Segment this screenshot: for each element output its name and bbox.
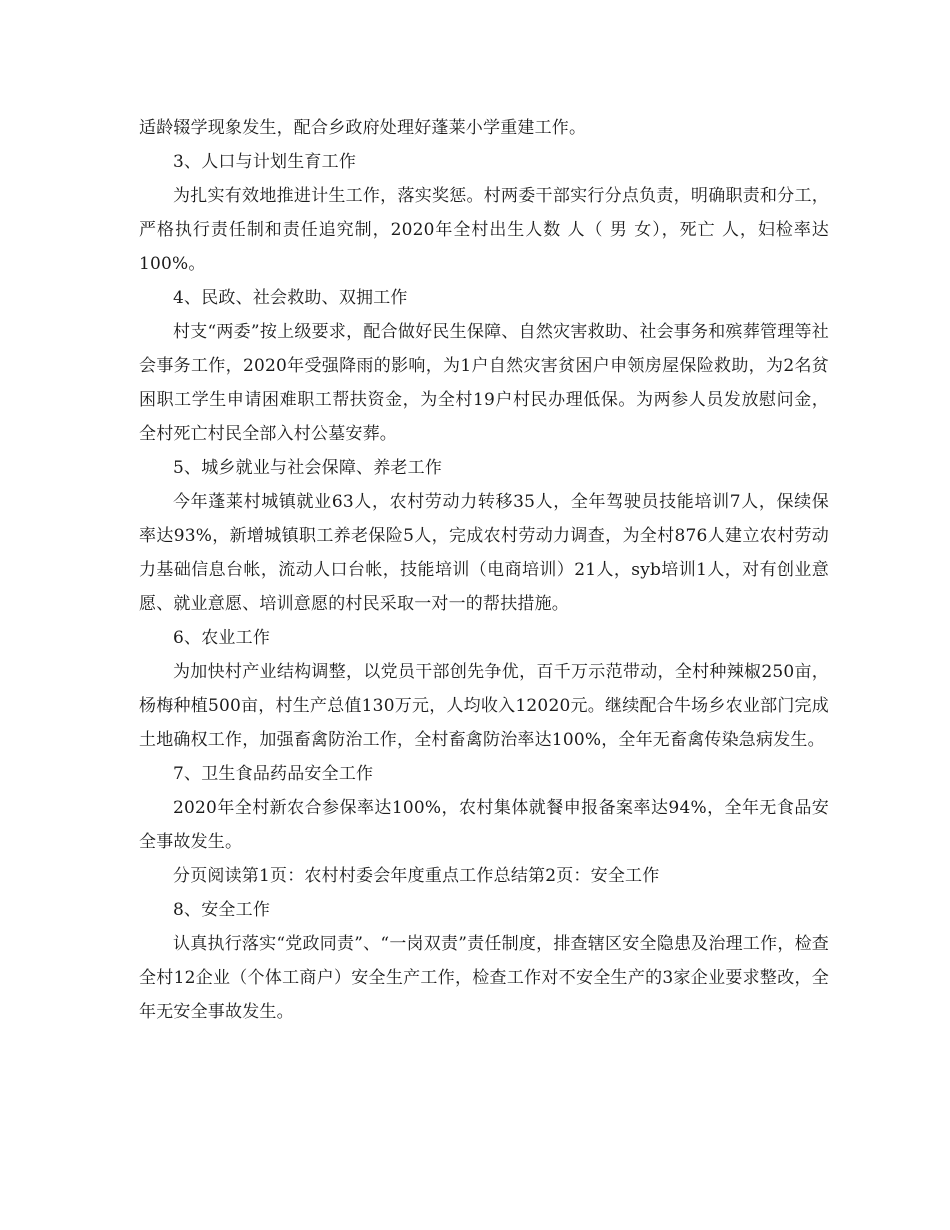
paragraph: 2020年全村新农合参保率达100%，农村集体就餐申报备案率达94%，全年无食品安全事故发生。 (139, 798, 829, 852)
pagination-note: 分页阅读第1页：农村村委会年度重点工作总结第2页：安全工作 (173, 866, 660, 886)
section-heading: 5、城乡就业与社会保障、养老工作 (173, 458, 443, 478)
paragraph: 适龄辍学现象发生，配合乡政府处理好蓬莱小学重建工作。 (139, 118, 587, 138)
paragraph: 为加快村产业结构调整，以党员干部创先争优，百千万示范带动，全村种辣椒250亩，杨梅种植500亩，村生产总值130万元，人均收入12020元。继续配合牛场乡农业部门完成土地确权工作，加强畜禽防治工作，全村畜禽防治率达100%，全年无畜禽传染急病发生。 (139, 662, 829, 750)
section-heading: 7、卫生食品药品安全工作 (173, 764, 374, 784)
paragraph: 认真执行落实“党政同责”、“一岗双责”责任制度，排查辖区安全隐患及治理工作，检查全村12企业（个体工商户）安全生产工作，检查工作对不安全生产的3家企业要求整改，全年无安全事故发生。 (139, 934, 829, 1022)
paragraph: 今年蓬莱村城镇就业63人，农村劳动力转移35人，全年驾驶员技能培训7人，保续保率达93%，新增城镇职工养老保险5人，完成农村劳动力调查，为全村876人建立农村劳动力基础信息台帐，流动人口台帐，技能培训（电商培训）21人，syb培训1人，对有创业意愿、就业意愿、培训意愿的村民采取一对一的帮扶措施。 (139, 492, 829, 614)
section-heading: 3、人口与计划生育工作 (173, 152, 357, 172)
document-body (139, 111, 829, 1029)
section-heading: 8、安全工作 (173, 900, 271, 920)
paragraph: 村支“两委”按上级要求，配合做好民生保障、自然灾害救助、社会事务和殡葬管理等社会事务工作，2020年受强降雨的影响，为1户自然灾害贫困户申领房屋保险救助，为2名贫困职工学生申请困难职工帮扶资金，为全村19户村民办理低保。为两参人员发放慰问金，全村死亡村民全部入村公墓安葬。 (139, 322, 829, 444)
paragraph: 为扎实有效地推进计生工作，落实奖惩。村两委干部实行分点负责，明确职责和分工，严格执行责任制和责任追究制，2020年全村出生人数 人（ 男 女），死亡 人，妇检率达100%。 (139, 186, 829, 274)
section-heading: 6、农业工作 (173, 628, 271, 648)
section-heading: 4、民政、社会救助、双拥工作 (173, 288, 408, 308)
